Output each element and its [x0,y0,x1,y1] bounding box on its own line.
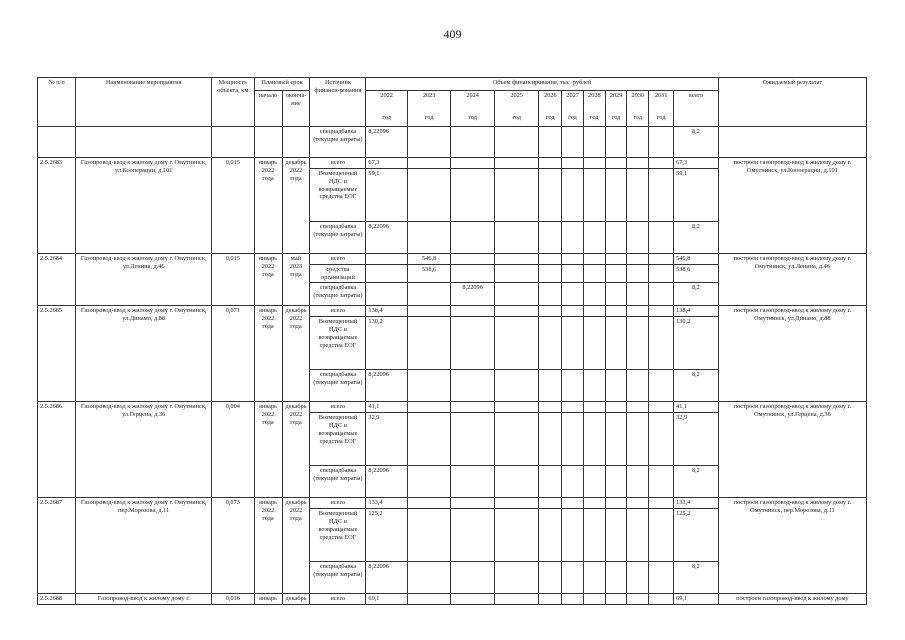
item-number: 2.5.2683 [38,158,76,254]
header-end: оконча-ние [282,91,310,127]
item-end: декабрь 2022 года [282,402,310,498]
year-2024: 2024 [451,91,495,114]
header-source: Источник финанси-рования [310,78,366,127]
header-result: Ожидаемый результат [718,78,866,127]
source-cell: всего [310,306,366,317]
year-2025: 2025 [494,91,539,114]
total-cell: 41,1 [674,402,719,413]
year-unit: год [366,113,407,127]
item-start: январь [254,594,282,605]
total-cell: 8,2 [674,221,719,253]
year-unit: год [407,113,451,127]
item-end: декабрь 2022 года [282,498,310,594]
source-cell: Возмещенный НДС и возвращаемые средства ЕОГ [310,413,366,466]
total-cell: 125,2 [674,509,719,562]
year-2022: 2022 [366,91,407,114]
value-cell: 8,22096 [366,221,407,253]
year-unit: год [494,113,539,127]
year-2029: 2029 [605,91,627,114]
item-capacity: 0,073 [212,498,254,594]
value-cell: 8,22096 [366,466,407,498]
source-cell: спецнадбавка (текущие затраты) [310,466,366,498]
year-2023: 2023 [407,91,451,114]
year-unit: год [583,113,605,127]
total-cell: 59,1 [674,168,719,221]
source-cell: средства организаций [310,264,366,283]
total-cell: 32,9 [674,413,719,466]
table-row [38,594,867,605]
item-end: декабрь 2022 года [282,306,310,402]
item-capacity: 0,004 [212,402,254,498]
total-cell: 133,4 [674,498,719,509]
total-cell: 546,8 [674,253,719,264]
value-cell: 41,1 [366,402,407,413]
source-cell: спецнадбавка (текущие затраты) [310,127,366,158]
total-cell: 8,2 [674,466,719,498]
year-2026: 2026 [539,91,562,114]
value-cell: 8,22096 [366,127,407,158]
year-unit: год [627,113,649,127]
value-cell: 59,1 [366,168,407,221]
value-cell: 8,22096 [451,283,495,306]
item-capacity: 0,015 [212,158,254,254]
total-cell: 8,2 [674,562,719,594]
item-capacity: 0,015 [212,253,254,306]
total-cell: 8,2 [674,127,719,158]
table-row [38,402,867,413]
item-name: Газопровод-ввод к жилому дому г. Омутнинск, ул.Кооперации, д.101 [76,158,212,254]
header-funding: Объем финансирования, тыс. рублей [366,78,718,91]
source-cell: всего [310,158,366,169]
year-unit: год [451,113,495,127]
year-2027: 2027 [562,91,584,114]
value-cell: 8,22096 [366,562,407,594]
total-cell: 138,4 [674,306,719,317]
financing-table [37,77,867,605]
header-capacity: Мощность объекта, км [212,78,254,127]
source-cell: спецнадбавка (текущие затраты) [310,370,366,402]
page-number: 409 [443,27,462,41]
item-number: 2.5.2687 [38,498,76,594]
table-row [38,253,867,264]
table-row [38,127,867,158]
total-cell: 8,2 [674,283,719,306]
item-name: Газопровод-ввод к жилому дому г. Омутнинск, ул.Ленина, д.46 [76,253,212,306]
item-result: построен газопровод-ввод к жилому дому г. Омутнинск, ул.Герцена, д.36 [718,402,866,498]
item-result: построен газопровод-ввод к жилому дому г. Омутнинск, ул.Динамо, д.88 [718,306,866,402]
table-row [38,498,867,509]
total-cell: 67,3 [674,158,719,169]
source-cell: спецнадбавка (текущие затраты) [310,562,366,594]
year-unit: год [605,113,627,127]
header-period: Плановый срок [254,78,310,91]
item-result: построен газопровод-ввод к жилому дому [718,594,866,605]
year-unit: год [649,113,674,127]
item-end: май 2023 года [282,253,310,306]
year-2030: 2030 [627,91,649,114]
item-result: построен газопровод-ввод к жилому дому г. Омутнинск, ул.Ленина, д.46 [718,253,866,306]
header-total: всего [674,91,719,127]
header-num: № п/п [38,78,76,127]
table-row [38,158,867,169]
value-cell: 32,9 [366,413,407,466]
item-number: 2.5.2686. [38,402,76,498]
total-cell: 538,6 [674,264,719,283]
item-start: январь 2022 года [254,306,282,402]
source-cell: спецнадбавка (текущие затраты) [310,221,366,253]
value-cell: 133,4 [366,498,407,509]
total-cell: 8,2 [674,370,719,402]
item-capacity: 0,071 [212,306,254,402]
header-start: начало [254,91,282,127]
source-cell: Возмещенный НДС и возвращаемые средства ЕОГ [310,168,366,221]
item-result: построен газопровод-ввод к жилому дому г. Омутнинск, пер.Морозова, д.11 [718,498,866,594]
source-cell: всего [310,594,366,605]
source-cell: спецнадбавка (текущие затраты) [310,283,366,306]
item-name: Газопровод-ввод к жилому дому г. Омутнинск, пер.Морозова, д.11 [76,498,212,594]
value-cell: 69,1 [366,594,407,605]
item-number: 2.5.2688 [38,594,76,605]
value-cell: 130,2 [366,317,407,370]
item-end: декабрь [282,594,310,605]
value-cell: 138,4 [366,306,407,317]
source-cell: Возмещенный НДС и возвращаемые средства ЕОГ [310,509,366,562]
value-cell: 538,6 [407,264,451,283]
value-cell: 125,2 [366,509,407,562]
source-cell: всего [310,498,366,509]
table-row [38,306,867,317]
item-end: декабрь 2022 года [282,158,310,254]
total-cell: 69,1 [674,594,719,605]
item-name: Газопровод-ввод к жилому дому г. Омутнинск, ул.Динамо, д.88 [76,306,212,402]
item-number: 2.5.2685 [38,306,76,402]
value-cell: 67,3 [366,158,407,169]
total-cell: 130,2 [674,317,719,370]
year-2028: 2028 [583,91,605,114]
value-cell: 8,22096 [366,370,407,402]
value-cell: 546,8 [407,253,451,264]
source-cell: Возмещенный НДС и возвращаемые средства ЕОГ [310,317,366,370]
item-start: январь 2022 года [254,498,282,594]
year-2031: 2031 [649,91,674,114]
item-start: январь 2022 года [254,402,282,498]
header-name: Наименование мероприятия [76,78,212,127]
source-cell: всего [310,402,366,413]
source-cell: всего [310,253,366,264]
year-unit: год [539,113,562,127]
item-result: построен газопровод-ввод к жилому дому г. Омутнинск, ул.Кооперации, д.101 [718,158,866,254]
item-name: Газопровод-ввод к жилому дому г. [76,594,212,605]
year-unit: год [562,113,584,127]
item-start: январь 2022 года [254,158,282,254]
item-number: 2.5.2684 [38,253,76,306]
item-capacity: 0,016 [212,594,254,605]
item-name: Газопровод-ввод к жилому дому г. Омутнинск, ул.Герцена, д.36 [76,402,212,498]
item-start: январь 2022 года [254,253,282,306]
